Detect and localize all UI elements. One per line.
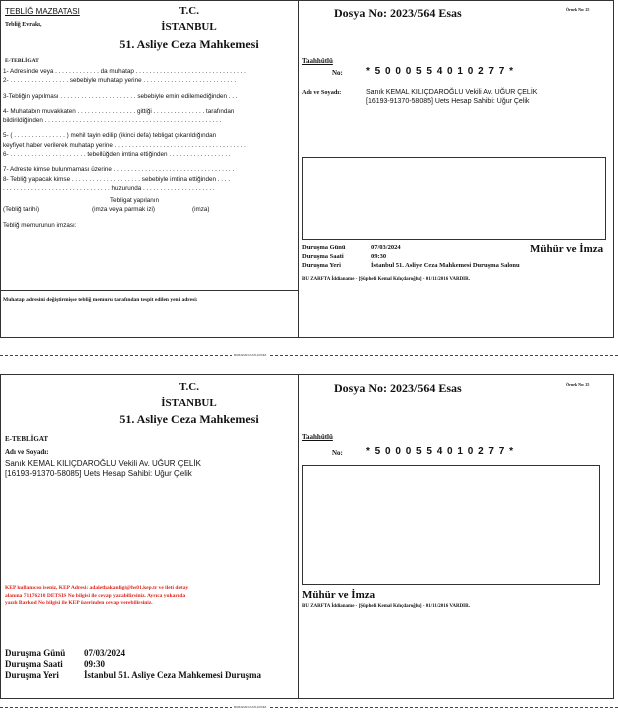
muhatap-adres-label: Muhatap adresini değiştirmişse tebliğ memuru tarafından tespit edilen yeni adresi:: [3, 297, 198, 303]
bottom-durusma-yeri-label: Duruşma Yeri: [5, 670, 59, 680]
fold-line-2: [0, 707, 618, 708]
bottom-signature-box: [302, 465, 600, 585]
imza-parmak-label: (imza veya parmak izi): [92, 206, 155, 213]
top-recipient: [366, 88, 537, 106]
bottom-form-divider: [298, 374, 299, 699]
top-form-hline: [0, 290, 298, 291]
bottom-durusma-saati-value: 09:30: [84, 659, 105, 669]
bottom-court-name: 51. Asliye Ceza Mahkemesi: [119, 412, 259, 426]
top-durusma-yeri-label: Duruşma Yeri: [302, 262, 341, 269]
top-zarf-note: BU ZARFTA İddianame - [Şüpheli Kemal Kılıçdaroğlu] - 01/11/2016 VARDIR.: [302, 277, 470, 282]
top-ornek-no: Örnek No: 25: [566, 7, 590, 12]
top-e-teblig-label: E-TEBLİGAT: [5, 58, 39, 64]
teblig-line-3: 3-Tebliğin yapılması . . . . . . . . . . . . . . . . . . . . . . sebebiyle emin edilemediğinden . . .: [3, 92, 238, 100]
teblig-line-4: 4- Muhatabın muvakkaten . . . . . . . . . . . . . . . . . gittiği . . . . . . . . . . . . . . . tarafından: [3, 107, 235, 115]
top-recipient-line2: [16193-91370-58085] Uets Hesap Sahibi: Uğur Çelik: [366, 98, 530, 105]
bottom-barcode-number: * 5 0 0 0 5 5 4 0 1 0 2 7 7 *: [366, 446, 514, 457]
kep-notice-line3: yazılı Barkod No bilgisi ile KEP üzerinden cevap verebilirsiniz.: [5, 600, 153, 606]
teblig-tarihi-label: (Tebliğ tarihi): [3, 206, 40, 213]
top-istanbul: İSTANBUL: [161, 21, 217, 33]
bottom-e-teblig-label: E-TEBLİGAT: [5, 435, 49, 443]
bottom-no-label: No:: [332, 449, 343, 457]
top-durusma-gunu-label: Duruşma Günü: [302, 244, 346, 251]
top-durusma-saati-label: Duruşma Saati: [302, 253, 344, 260]
teblig-line-8b: . . . . . . . . . . . . . . . . . . . . . . . . . . . . . . . huzurunda . . . . . . . . . . . . . . . . . . . . .: [3, 184, 215, 192]
bottom-zarf-note: BU ZARFTA İddianame - [Şüpheli Kemal Kılıçdaroğlu] - 01/11/2016 VARDIR.: [302, 604, 470, 609]
fold-line-1: [0, 355, 618, 356]
bottom-durusma-yeri-value: İstanbul 51. Asliye Ceza Mahkemesi Duruşma: [84, 670, 262, 680]
bottom-recipient-line2: [16193-91370-58085] Uets Hesap Sahibi: Uğur Çelik: [5, 469, 192, 478]
top-muhur-imza: Mühür ve İmza: [530, 243, 604, 255]
top-durusma-gunu-value: 07/03/2024: [371, 244, 401, 251]
top-court-name: 51. Asliye Ceza Mahkemesi: [119, 37, 259, 51]
bottom-durusma-values: [84, 648, 261, 681]
teblig-mazbatasi-title: TEBLİĞ MAZBATASI: [5, 7, 80, 16]
fold-label-2: BURADAN KATLAYINIZ: [234, 705, 267, 709]
bottom-istanbul: İSTANBUL: [161, 397, 217, 409]
top-taahhutlu: Taahhütlü: [302, 57, 333, 65]
bottom-durusma-labels: [5, 648, 65, 681]
imza-label: (imza): [192, 206, 210, 213]
kep-notice: [5, 585, 188, 608]
top-durusma-saati-value: 09:30: [371, 253, 387, 260]
top-durusma-labels: [302, 243, 346, 270]
kep-notice-line2: alanına 71176210 DETSIS No bilgisi ile cevap yazabilirsiniz. Ayrıca yukarıda: [5, 592, 186, 599]
top-no-label: No:: [332, 69, 343, 77]
top-durusma-values: [371, 243, 520, 270]
top-recipient-line1: Sanık KEMAL KILIÇDAROĞLU Vekili Av. UĞUR ÇELİK: [366, 89, 538, 96]
teblig-line-5b: keyfiyet haber verilerek muhatap yerine . . . . . . . . . . . . . . . . . . . . . . . . . . . . . . . . . . . . . .: [3, 141, 246, 149]
memur-imza-label: Tebliğ memurunun imzası:: [3, 222, 77, 229]
bottom-dosya-no: Dosya No: 2023/564 Esas: [334, 381, 462, 395]
teblig-line-8: 8- Tebliğ yapacak kimse . . . . . . . . . . . . . . . . . . . . sebebiyle imtina ettiğinden . . . .: [3, 175, 231, 183]
teblig-yapilanin-label: Tebligat yapılanın: [110, 197, 160, 204]
teblig-lines: [3, 67, 297, 193]
top-barcode-number: * 5 0 0 0 5 5 4 0 1 0 2 7 7 *: [366, 66, 514, 77]
bottom-durusma-saati-label: Duruşma Saati: [5, 659, 63, 669]
top-dosya-no: Dosya No: 2023/564 Esas: [334, 6, 462, 20]
top-form-divider: [298, 0, 299, 338]
bottom-recipient-line1: Sanık KEMAL KILIÇDAROĞLU Vekili Av. UĞUR ÇELİK: [5, 459, 201, 468]
bottom-muhur-imza: Mühür ve İmza: [302, 589, 376, 601]
teblig-line-4b: bildirildiğinden . . . . . . . . . . . . . . . . . . . . . . . . . . . . . . . . . . . . . . . . . . . . . . . . . . .: [3, 117, 222, 125]
top-signature-box: [302, 157, 606, 240]
bottom-recipient: [5, 459, 201, 479]
teblig-line-7: 7- Adreste kimse bulunmaması üzerine . . . . . . . . . . . . . . . . . . . . . . . . . . . . . . . . . . .: [3, 166, 235, 174]
top-adi-label: Adı ve Soyadı:: [302, 89, 342, 96]
bottom-durusma-gunu-value: 07/03/2024: [84, 648, 126, 658]
teblig-line-1: 1- Adresinde veya . . . . . . . . . . . . . da muhatap . . . . . . . . . . . . . . . . . . . . . . . . . . . . . . . .: [3, 68, 246, 75]
teblig-evraki-label: Tebliğ Evrakı,: [5, 22, 42, 28]
bottom-tc: T.C.: [179, 381, 199, 393]
kep-notice-line1: KEP kullanıcısı iseniz, KEP Adresi: adalethakanligi@hs01.kep.tr ve ileti detay: [5, 585, 189, 591]
top-tc: T.C.: [179, 5, 199, 17]
fold-label-1: BURADAN KATLAYINIZ: [234, 353, 267, 357]
teblig-line-2: 2- . . . . . . . . . . . . . . . . . sebebiyle muhatap yerine . . . . . . . . . . . . . . . . . . . . . . . . . . .: [3, 77, 237, 85]
teblig-line-6: 6- . . . . . . . . . . . . . . . . . . . . . . tebellüğden imtina ettiğinden . . . . . . . . . . . . . . . . . .: [3, 151, 231, 159]
teblig-line-5: 5- ( . . . . . . . . . . . . . . . ) mehil tayin edilip (ikinci defa) tebligat çıkarıldığından: [3, 132, 217, 140]
bottom-durusma-gunu-label: Duruşma Günü: [5, 648, 66, 658]
bottom-taahhutlu: Taahhütlü: [302, 433, 333, 441]
bottom-adi-label: Adı ve Soyadı:: [5, 448, 49, 456]
bottom-ornek-no: Örnek No: 25: [566, 382, 590, 387]
top-durusma-yeri-value: İstanbul 51. Asliye Ceza Mahkemesi Duruşma Salonu: [371, 262, 520, 269]
